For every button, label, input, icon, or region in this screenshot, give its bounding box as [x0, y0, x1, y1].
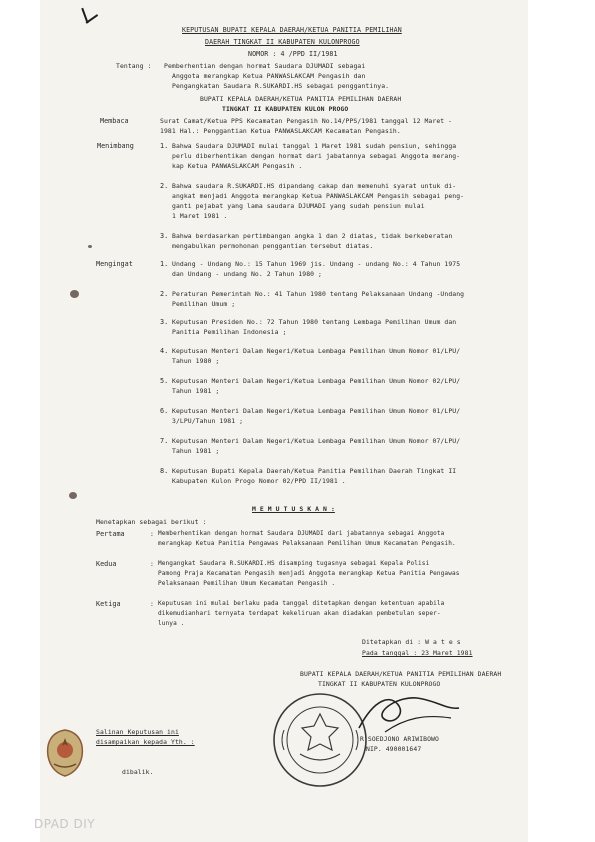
- binding-hole-mark: [70, 290, 79, 298]
- signature-title-2: TINGKAT II KABUPATEN KULONPROGO: [318, 680, 441, 688]
- menimbang-label: Menimbang: [97, 142, 134, 150]
- decision-colon: :: [150, 560, 154, 568]
- menimbang-line: 1 Maret 1981 .: [172, 212, 228, 220]
- decision-label: Pertama: [96, 530, 125, 538]
- menimbang-number: 1.: [160, 142, 169, 150]
- decision-line: lunya .: [158, 620, 185, 627]
- decision-label: Ketiga: [96, 600, 121, 608]
- mengingat-line: Panitia Pemilihan Indonesia ;: [172, 328, 287, 336]
- mengingat-number: 4.: [160, 347, 169, 355]
- mengingat-line: Peraturan Pemerintah No.: 41 Tahun 1980 tentang Pelaksanaan Undang -Undang: [172, 290, 465, 298]
- tentang-line: Anggota merangkap Ketua PANWASLAKCAM Pengasih dan: [172, 72, 366, 80]
- signature-title-1: BUPATI KEPALA DAERAH/KETUA PANITIA PEMILIHAN DAERAH: [300, 670, 502, 678]
- tentang-label: Tentang :: [116, 62, 152, 70]
- handwritten-signature: [355, 688, 465, 738]
- membaca-line: 1981 Hal.: Penggantian Ketua PANWASLAKCAM Kecamatan Pengasih.: [160, 127, 401, 135]
- decision-line: Memberhentikan dengan hormat Saudara DJUMADI dari jabatannya sebagai Anggota: [158, 530, 445, 537]
- menimbang-line: mengabulkan permohonan penggantian tersebut diatas.: [172, 242, 374, 250]
- issuer-line-2: TINGKAT II KABUPATEN KULON PROGO: [222, 105, 349, 113]
- mengingat-line: Keputusan Menteri Dalam Negeri/Ketua Lembaga Pemilihan Umum Nomor 02/LPU/: [172, 377, 461, 385]
- mengingat-line: Tahun 1980 ;: [172, 357, 220, 365]
- mengingat-line: dan Undang - undang No. 2 Tahun 1980 ;: [172, 270, 323, 278]
- menimbang-number: 3.: [160, 232, 169, 240]
- mengingat-number: 3.: [160, 318, 169, 326]
- decision-line: merangkap Ketua Panitia Pengawas Pelaksanaan Pemilihan Umum Kecamatan Pengasih.: [158, 540, 456, 547]
- membaca-line: Surat Camat/Ketua PPS Kecamatan Pengasih No.14/PPS/1981 tanggal 12 Maret -: [160, 117, 453, 125]
- signature-nip: NIP. 490001647: [366, 745, 422, 753]
- menimbang-number: 2.: [160, 182, 169, 190]
- mengingat-number: 1.: [160, 260, 169, 268]
- mengingat-line: Keputusan Menteri Dalam Negeri/Ketua Lembaga Pemilihan Umum Nomor 01/LPU/: [172, 347, 461, 355]
- header-line-2: DAERAH TINGKAT II KABUPATEN KULONPROGO: [205, 38, 360, 46]
- decision-line: Keputusan ini mulai berlaku pada tanggal ditetapkan dengan ketentuan apabila: [158, 600, 445, 607]
- decree-number: NOMOR : 4 /PPD II/1981: [248, 50, 338, 58]
- menetapkan-line: Menetapkan sebagai berikut :: [96, 518, 207, 526]
- tentang-line: Pemberhentian dengan hormat Saudara DJUMADI sebagai: [164, 62, 366, 70]
- mengingat-line: Tahun 1981 ;: [172, 387, 220, 395]
- mengingat-number: 7.: [160, 437, 169, 445]
- tentang-line: Pengangkatan Saudara R.SUKARDI.HS sebagai penggantinya.: [172, 82, 390, 90]
- membaca-label: Membaca: [100, 117, 129, 125]
- mengingat-line: Keputusan Menteri Dalam Negeri/Ketua Lembaga Pemilihan Umum Nomor 01/LPU/: [172, 407, 461, 415]
- coat-of-arms-icon: [44, 728, 86, 778]
- header-line-1: KEPUTUSAN BUPATI KEPALA DAERAH/KETUA PANITIA PEMILIHAN: [182, 26, 402, 34]
- menimbang-line: ganti pejabat yang lama saudara DJUMADI yang sudah pensiun mulai: [172, 202, 425, 210]
- mengingat-line: Keputusan Bupati Kepala Daerah/Ketua Panitia Pemilihan Daerah Tingkat II: [172, 467, 457, 475]
- archive-watermark: DPAD DIY: [34, 817, 96, 831]
- decision-line: Pamong Praja Kecamatan Pengasih menjadi Anggota merangkap Ketua Panitia Pengawas: [158, 570, 460, 577]
- decision-label: Kedua: [96, 560, 117, 568]
- decision-line: Pelaksanaan Pemilihan Umum Kecamatan Pengasih .: [158, 580, 336, 587]
- mengingat-label: Mengingat: [96, 260, 133, 268]
- salinan-line-1: Salinan Keputusan ini: [96, 728, 179, 736]
- binding-hole-mark: [88, 245, 92, 248]
- mengingat-line: Pemilihan Umum ;: [172, 300, 236, 308]
- menimbang-line: Bahwa Saudara DJUMADI mulai tanggal 1 Maret 1981 sudah pensiun, sehingga: [172, 142, 457, 150]
- menimbang-line: kap Ketua PANWASLAKCAM Pengasih .: [172, 162, 303, 170]
- menimbang-line: angkat menjadi Anggota merangkap Ketua PANWASLAKCAM Pengasih sebagai peng-: [172, 192, 465, 200]
- mengingat-number: 2.: [160, 290, 169, 298]
- mengingat-line: 3/LPU/Tahun 1981 ;: [172, 417, 244, 425]
- mengingat-line: Keputusan Menteri Dalam Negeri/Ketua Lembaga Pemilihan Umum Nomor 07/LPU/: [172, 437, 461, 445]
- signature-name: R.SOEDJONO ARIWIBOWO: [360, 735, 439, 743]
- mengingat-number: 8.: [160, 467, 169, 475]
- mengingat-number: 6.: [160, 407, 169, 415]
- menimbang-line: perlu diberhentikan dengan hormat dari jabatannya sebagai Anggota merang-: [172, 152, 461, 160]
- decision-colon: :: [150, 530, 154, 538]
- mengingat-line: Tahun 1981 ;: [172, 447, 220, 455]
- mengingat-line: Keputusan Presiden No.: 72 Tahun 1980 tentang Lembaga Pemilihan Umum dan: [172, 318, 457, 326]
- issuer-line-1: BUPATI KEPALA DAERAH/KETUA PANITIA PEMILIHAN DAERAH: [200, 95, 402, 103]
- menimbang-line: Bahwa saudara R.SUKARDI.HS dipandang cakap dan memenuhi syarat untuk di-: [172, 182, 457, 190]
- decision-line: Mengangkat Saudara R.SUKARDI.HS disamping tugasnya sebagai Kepala Polisi: [158, 560, 430, 567]
- mengingat-number: 5.: [160, 377, 169, 385]
- ditetapkan-place: Ditetapkan di : W a t e s: [362, 638, 461, 646]
- decision-line: dikemudianhari ternyata terdapat kekeliruan akan diadakan pembetulan seper-: [158, 610, 441, 617]
- menimbang-line: Bahwa berdasarkan pertimbangan angka 1 dan 2 diatas, tidak berkeberatan: [172, 232, 453, 240]
- decision-colon: :: [150, 600, 154, 608]
- salinan-line-3: dibalik.: [122, 768, 154, 776]
- salinan-line-2: disampaikan kepada Yth. :: [96, 738, 195, 746]
- ditetapkan-date: Pada tanggal : 23 Maret 1981: [362, 649, 473, 657]
- memutuskan-heading: M E M U T U S K A N :: [252, 505, 335, 513]
- mengingat-line: Undang - Undang No.: 15 Tahun 1969 jis. Undang - undang No.: 4 Tahun 1975: [172, 260, 461, 268]
- binding-hole-mark: [69, 492, 77, 499]
- mengingat-line: Kabupaten Kulon Progo Nomor 02/PPD II/1981 .: [172, 477, 346, 485]
